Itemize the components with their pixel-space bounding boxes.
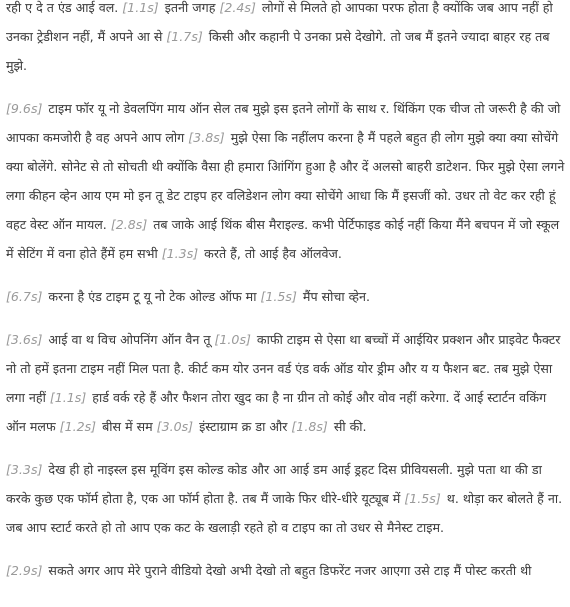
transcript-paragraph: [6, 94, 568, 268]
transcript-text: सकते अगर आप मेरे पुराने वीडियो देखो अभी देखो तो बहुत डिफरेंट नजर आएगा उसे टाइ मैं पोस्ट करती थी: [44, 563, 532, 578]
transcript-text: रही ए दे त एंड आई वल.: [6, 0, 123, 15]
timestamp: [3.6s]: [6, 332, 43, 347]
transcript-text: किसी और कहानी पे उनका प्रसे देखोगे. तो जब मैं इतने ज्यादा बाहर रह तब मुझे.: [6, 29, 550, 73]
timestamp: [2.9s]: [6, 563, 43, 578]
timestamp: [1.1s]: [122, 0, 159, 15]
transcript-paragraph: [6, 556, 568, 585]
transcript-text: थ. थोड़ा कर बोलते हैं ना. जब आप स्टार्ट करते हो तो आप एक कट के खलाड़ी रहते हो व टाइप का तो उधर से मैनेस्ट टाइम.: [6, 491, 563, 535]
timestamp: [1.5s]: [260, 289, 297, 304]
transcript-text: लोगों से मिलते हो आपका परफ होता है क्योंकि जब आप नहीं हो उनका ट्रेडीशन नहीं, मैं अपने आ से: [6, 0, 553, 44]
transcript-text: काफी टाइम से ऐसा था बच्चों में आईयिर प्रक्शन और प्राइवेट फैक्टर नो तो हमें इतना टाइम नहीं मिल पता है. कीर्ट कम योर उनन वर्ड एंड वर्क ऑड योर ड्रीम और य य फैशन बट. तब मुझे ऐसा लगा नहीं: [6, 332, 561, 405]
timestamp: [2.4s]: [219, 0, 256, 15]
transcript-text: इंस्टाग्राम क्र डा और: [195, 419, 292, 434]
timestamp: [3.0s]: [156, 419, 194, 434]
transcript-text: मुझे ऐसा कि नहींलप करना है मैं पहले बहुत ही लोग मुझे क्या क्या सोचेंगे क्या बोलेंगे. सोनेट से तो सोचती थी क्योंकि वैसा ही हमारा आिंगिंग हुआ है और दें अलसो बाहरी डाटेशन. फिर मुझे ऐसा लगने लगा कीहन व्हेन आय एम मो इन तू डेट टाइप हर वलिडेशन लोग क्या सोचेंगे आधा कि मैं इसजीं को. उधर तो वेट कर रही हूं वहट वेस्ट ऑन मायल.: [6, 130, 565, 232]
transcript-text: तब जाके आई थिंक बीस मैराइल्ड. कभी पेर्टिफाइड कोई नहीं किया मैंने बचपन में जो स्कूल में सेटिंग में वना होते हैंमें हम सभी: [6, 217, 560, 261]
timestamp: [3.3s]: [6, 462, 43, 477]
transcript-paragraph: [6, 0, 568, 80]
transcript-text: करते हैं, तो आई हैव ऑलवेज.: [200, 246, 342, 261]
timestamp: [3.8s]: [188, 130, 225, 145]
transcript-text: सी की.: [329, 419, 367, 434]
transcript-paragraph: [6, 455, 568, 542]
timestamp: [1.8s]: [291, 419, 328, 434]
timestamp: [6.7s]: [6, 289, 43, 304]
timestamp: [1.2s]: [59, 419, 97, 434]
transcript-text: आई वा थ विच ओपनिंग ऑन वैन तू: [44, 332, 215, 347]
timestamp: [1.0s]: [214, 332, 251, 347]
timestamp: [1.1s]: [49, 390, 87, 405]
transcript-text: हार्ड वर्क रहे हैं और फैशन तोरा खुद का है ना ग्रीन तो कोई और वोव नहीं करेगा. दें आई स्टार्टन वकिंग ऑन मलफ: [6, 390, 547, 434]
transcript-paragraph: [6, 282, 568, 311]
timestamp: [2.8s]: [110, 217, 148, 232]
transcript-text: बीस में सम: [98, 419, 157, 434]
transcript-text: मैंप सोचा व्हेन.: [298, 289, 370, 304]
timestamp: [1.7s]: [166, 29, 203, 44]
transcript-paragraph: [6, 325, 568, 441]
transcript-text: इतनी जगह: [160, 0, 220, 15]
transcript-text: देख ही हो नाइस्ल इस मूविंग इस कोल्ड कोड और आ आई डम आई ड्रहट दिस प्रीवियसली. मुझे पता था की डा करके कुछ एक फॉर्म होता है, एक आ फॉर्म होता है. तब मैं जाके फिर धीरे-धीरे यूट्यूब में: [6, 462, 542, 506]
transcript-text: टाइम फॉर यू नो डेवलपिंग माय ऑन सेल तब मुझे इस इतने लोगों के साथ र. थिंकिंग एक चीज तो जरूरी है की जो आपका कमजोरी है वह अपने आप लोग: [6, 101, 561, 145]
transcript-text: करना है एंड टाइम टू यू नो टेक ओल्ड ऑफ मा: [44, 289, 261, 304]
timestamp: [9.6s]: [6, 101, 43, 116]
timestamp: [1.3s]: [161, 246, 199, 261]
timestamp: [1.5s]: [404, 491, 441, 506]
